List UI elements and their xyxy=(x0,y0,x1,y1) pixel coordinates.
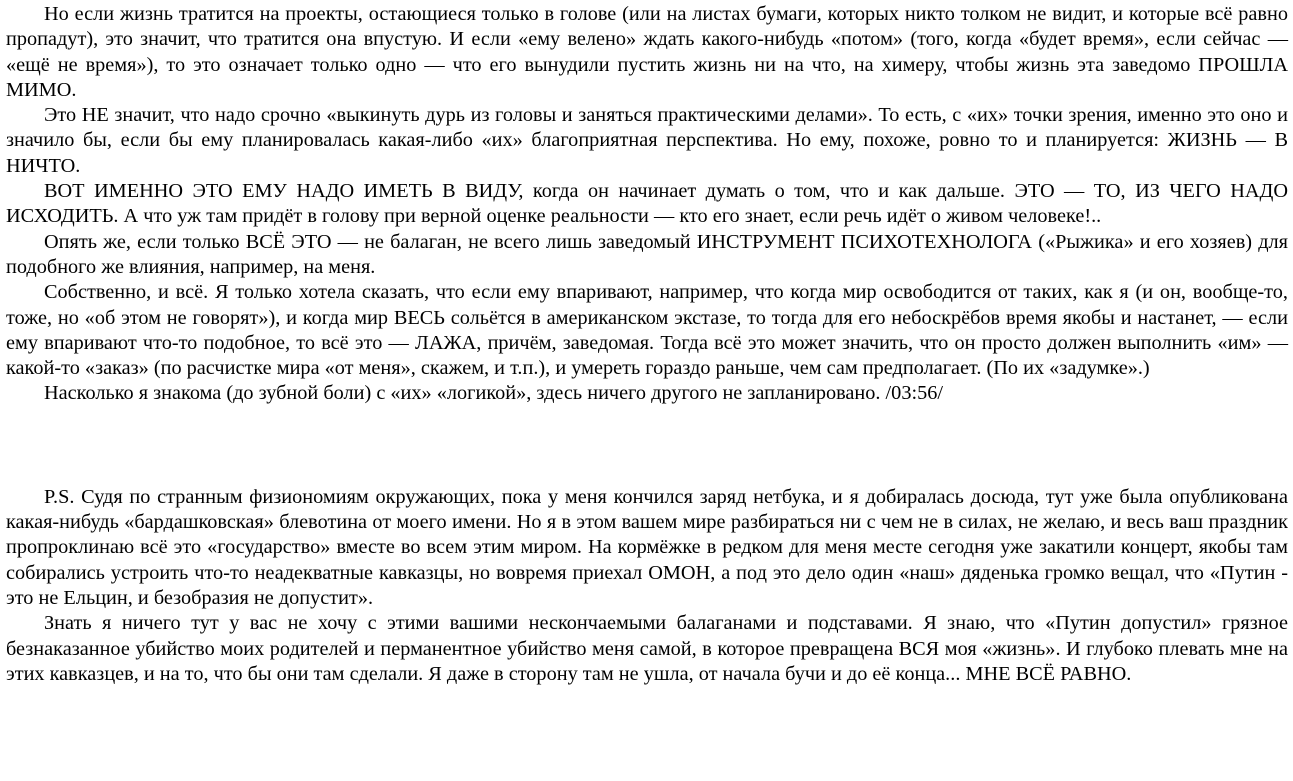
section-gap xyxy=(6,407,1288,485)
paragraph: Знать я ничего тут у вас не хочу с этими вашими нескончаемыми балаганами и подставами. Я знаю, что «Путин допустил» грязное безнаказанное убийство моих родителей и перманентное убийство меня самой, в которое превращена ВСЯ моя «жизнь». И глубоко плевать мне на этих кавказцев, и на то, что бы они там сделали. Я даже в сторону там не ушла, от начала бучи и до её конца... МНЕ ВСЁ РАВНО. xyxy=(6,612,1288,685)
document-body xyxy=(6,2,1288,687)
paragraph: Опять же, если только ВСЁ ЭТО — не балаган, не всего лишь заведомый ИНСТРУМЕНТ ПСИХОТЕХНОЛОГА («Рыжика» и его хозяев) для подобного же влияния, например, на меня. xyxy=(6,230,1288,278)
paragraph-timestamp: Насколько я знакома (до зубной боли) с «их» «логикой», здесь ничего другого не запланировано. /03:56/ xyxy=(44,382,944,405)
paragraph: ВОТ ИМЕННО ЭТО ЕМУ НАДО ИМЕТЬ В ВИДУ, когда он начинает думать о том, что и как дальше. ЭТО — ТО, ИЗ ЧЕГО НАДО ИСХОДИТЬ. А что уж там придёт в голову при верной оценке реальности — кто его знает, если речь идёт о живом человеке!.. xyxy=(6,180,1288,228)
paragraph-postscript: P.S. Судя по странным физиономиям окружающих, пока у меня кончился заряд нетбука, и я добиралась досюда, тут уже была опубликована какая-нибудь «бардашковская» блевотина от моего имени. Но я в этом вашем мире разбираться ни с чем не в силах, не желаю, и весь ваш праздник пропроклинаю всё это «государство» вместе во всем этим миром. На кормёжке в редком для меня месте сегодня уже закатили концерт, якобы там собирались устроить что-то неадекватные кавказцы, но вовремя приехал ОМОН, а под это дело один «наш» дяденька громко вещал, что «Путин - это не Ельцин, и безобразия не допустит». xyxy=(6,485,1288,609)
paragraph: Но если жизнь тратится на проекты, остающиеся только в голове (или на листах бумаги, которых никто толком не видит, и которые всё равно пропадут), это значит, что тратится она впустую. И если «ему велено» ждать какого-нибудь «потом» (того, когда «будет время», если сейчас — «ещё не время»), то это означает только одно — что его вынудили пустить жизнь ни на что, на химеру, чтобы жизнь эта заведомо ПРОШЛА МИМО. xyxy=(6,3,1288,101)
paragraph: Это НЕ значит, что надо срочно «выкинуть дурь из головы и заняться практическими делами». То есть, с «их» точки зрения, именно это оно и значило бы, если бы ему планировалась какая-либо «их» благоприятная перспектива. Но ему, похоже, ровно то и планируется: ЖИЗНЬ — В НИЧТО. xyxy=(6,104,1288,177)
paragraph: Собственно, и всё. Я только хотела сказать, что если ему впаривают, например, что когда мир освободится от таких, как я (и он, вообще-то, тоже, но «об этом не говорят»), и когда мир ВЕСЬ сольётся в американском экстазе, то тогда для его небоскрёбов время якобы и настанет, — если ему впаривают что-то подобное, то всё это — ЛАЖА, причём, заведомая. Тогда всё это может значить, что он просто должен выполнить «им» — какой-то «заказ» (по расчистке мира «от меня», скажем, и т.п.), и умереть гораздо раньше, чем сам предполагает. (По их «задумке».) xyxy=(6,281,1288,380)
